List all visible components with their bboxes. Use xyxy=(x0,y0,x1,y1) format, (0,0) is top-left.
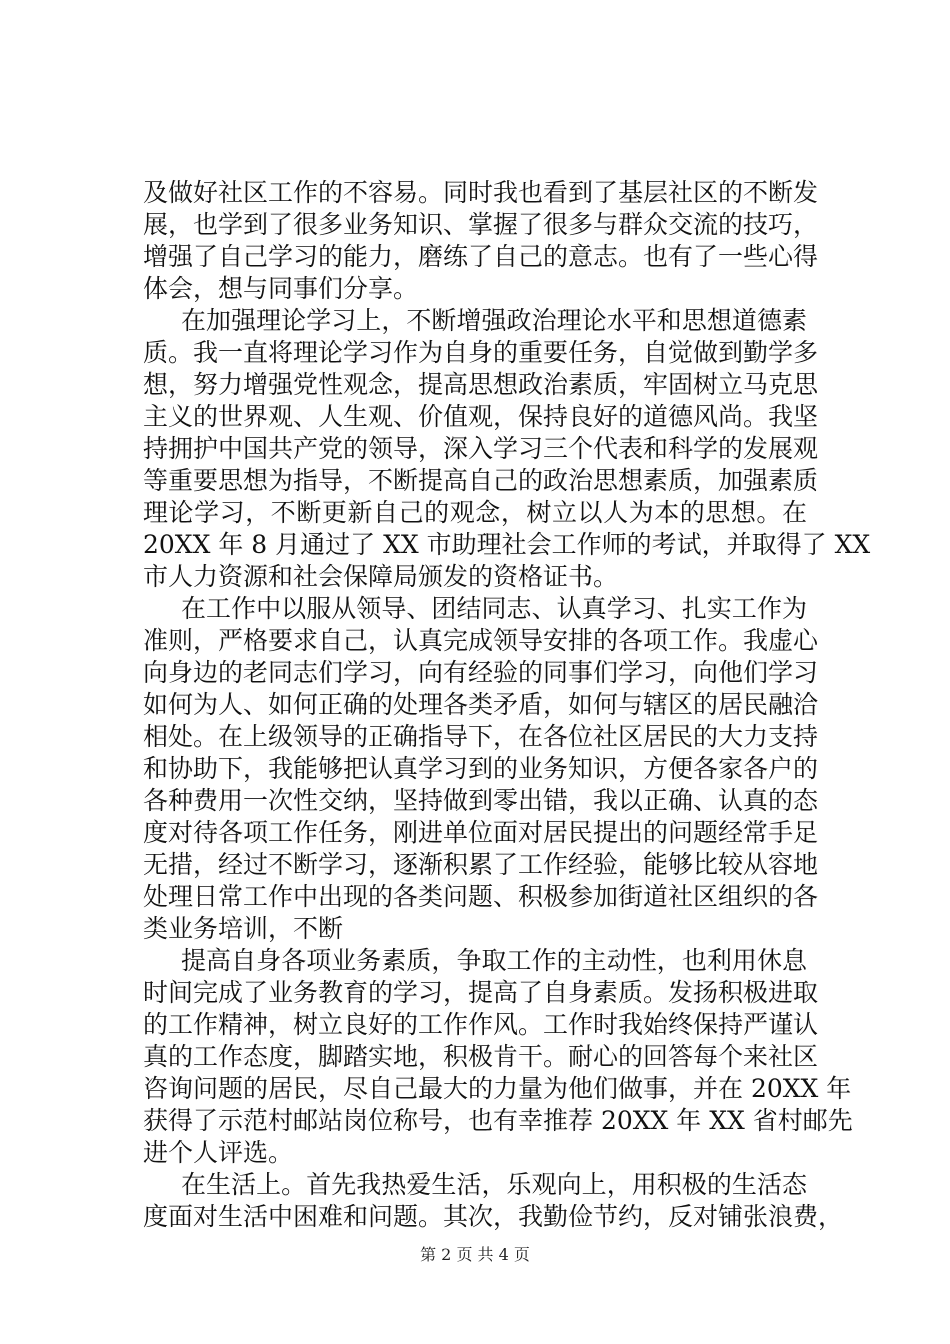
text-line: 咨询问题的居民，尽自己最大的力量为他们做事，并在 20XX 年 xyxy=(143,1074,852,1103)
text-line: 准则，严格要求自己，认真完成领导安排的各项工作。我虚心 xyxy=(143,626,819,655)
text-line: 时间完成了业务教育的学习，提高了自身素质。发扬积极进取 xyxy=(143,978,819,1007)
text-line: 市人力资源和社会保障局颁发的资格证书。 xyxy=(143,562,619,591)
text-line: 如何为人、如何正确的处理各类矛盾，如何与辖区的居民融洽 xyxy=(143,690,819,719)
text-line: 及做好社区工作的不容易。同时我也看到了基层社区的不断发 xyxy=(143,178,819,207)
text-line: 相处。在上级领导的正确指导下，在各位社区居民的大力支持 xyxy=(143,722,819,751)
text-line: 在工作中以服从领导、团结同志、认真学习、扎实工作为 xyxy=(181,594,807,623)
text-line: 向身边的老同志们学习，向有经验的同事们学习，向他们学习 xyxy=(143,658,819,687)
text-line: 进个人评选。 xyxy=(143,1138,294,1167)
text-line: 类业务培训，不断 xyxy=(143,914,344,943)
text-line: 度对待各项工作任务，刚进单位面对居民提出的问题经常手足 xyxy=(143,818,819,847)
text-line: 等重要思想为指导，不断提高自己的政治思想素质，加强素质 xyxy=(143,466,819,495)
text-line: 提高自身各项业务素质，争取工作的主动性，也利用休息 xyxy=(181,946,807,975)
text-line: 主义的世界观、人生观、价值观，保持良好的道德风尚。我坚 xyxy=(143,402,819,431)
text-line: 处理日常工作中出现的各类问题、积极参加街道社区组织的各 xyxy=(143,882,819,911)
text-line: 在生活上。首先我热爱生活，乐观向上，用积极的生活态 xyxy=(181,1170,807,1199)
text-line: 20XX 年 8 月通过了 XX 市助理社会工作师的考试，并取得了 XX xyxy=(143,530,871,559)
text-line: 理论学习，不断更新自己的观念，树立以人为本的思想。在 xyxy=(143,498,807,527)
text-line: 度面对生活中困难和问题。其次，我勤俭节约，反对铺张浪费， xyxy=(143,1202,844,1231)
text-line: 无措，经过不断学习，逐渐积累了工作经验，能够比较从容地 xyxy=(143,850,819,879)
text-line: 和协助下，我能够把认真学习到的业务知识，方便各家各户的 xyxy=(143,754,819,783)
text-line: 展，也学到了很多业务知识、掌握了很多与群众交流的技巧， xyxy=(143,210,819,239)
text-line: 真的工作态度，脚踏实地，积极肯干。耐心的回答每个来社区 xyxy=(143,1042,819,1071)
text-line: 的工作精神，树立良好的工作作风。工作时我始终保持严谨认 xyxy=(143,1010,819,1039)
text-line: 质。我一直将理论学习作为自身的重要任务，自觉做到勤学多 xyxy=(143,338,819,367)
text-line: 在加强理论学习上，不断增强政治理论水平和思想道德素 xyxy=(181,306,807,335)
document-body xyxy=(143,177,871,1233)
text-line: 各种费用一次性交纳，坚持做到零出错，我以正确、认真的态 xyxy=(143,786,819,815)
text-line: 增强了自己学习的能力，磨练了自己的意志。也有了一些心得 xyxy=(143,242,819,271)
text-line: 想，努力增强党性观念，提高思想政治素质，牢固树立马克思 xyxy=(143,370,819,399)
text-line: 持拥护中国共产党的领导，深入学习三个代表和科学的发展观 xyxy=(143,434,819,463)
text-line: 获得了示范村邮站岗位称号，也有幸推荐 20XX 年 XX 省村邮先 xyxy=(143,1106,853,1135)
text-line: 体会，想与同事们分享。 xyxy=(143,274,419,303)
page-footer: 第 2 页 共 4 页 xyxy=(420,1245,530,1264)
